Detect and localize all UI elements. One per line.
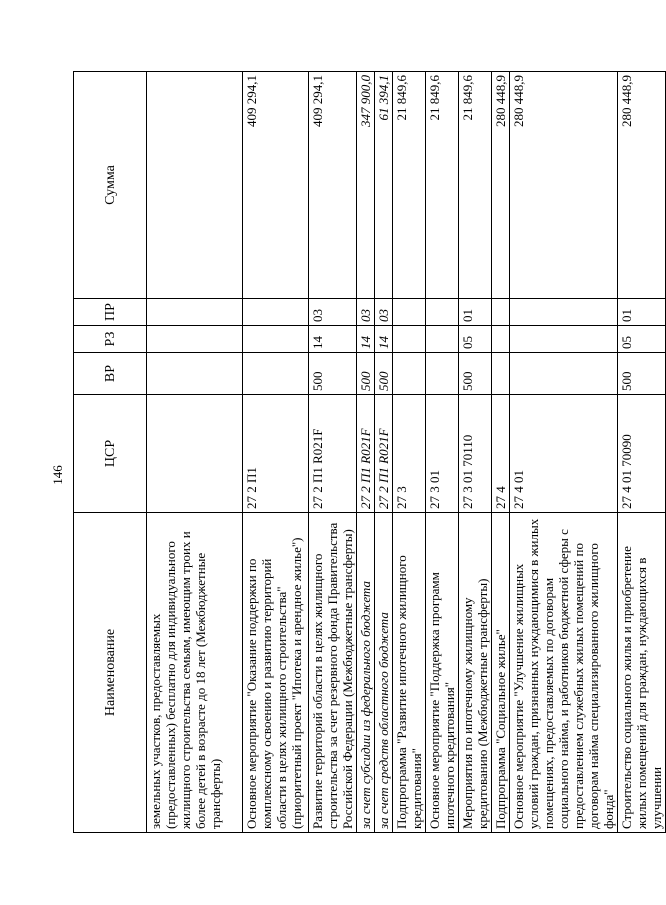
cell-name: за счет субсидии из федерального бюджета (357, 513, 375, 833)
cell-rz (510, 326, 618, 353)
table-row (309, 72, 357, 833)
cell-pr (147, 299, 243, 326)
cell-vr: 500 (309, 353, 357, 395)
cell-pr: 01 (618, 299, 666, 326)
header-pr: ПР (74, 299, 147, 326)
cell-rz: 14 (375, 326, 393, 353)
cell-sum: 280 448,9 (618, 72, 666, 299)
cell-name: за счет средств областного бюджета (375, 513, 393, 833)
cell-pr: 03 (357, 299, 375, 326)
cell-vr: 500 (375, 353, 393, 395)
page-number: 146 (50, 465, 65, 485)
cell-name: Строительство социального жилья и приобретение жилых помещений для граждан, нуждающихся в улучшении (618, 513, 666, 833)
cell-sum: 280 448,9 (510, 72, 618, 299)
cell-vr: 500 (357, 353, 375, 395)
cell-sum: 409 294,1 (309, 72, 357, 299)
cell-name: Подпрограмма "Развитие ипотечного жилищного кредитования" (393, 513, 426, 833)
cell-vr (426, 353, 459, 395)
budget-table-container (73, 72, 664, 833)
table-row (357, 72, 375, 833)
cell-vr: 500 (618, 353, 666, 395)
table-row (426, 72, 459, 833)
cell-pr: 01 (459, 299, 492, 326)
cell-vr (243, 353, 309, 395)
table-row (147, 72, 243, 833)
cell-rz (393, 326, 426, 353)
header-rz: РЗ (74, 326, 147, 353)
cell-pr (510, 299, 618, 326)
cell-rz (426, 326, 459, 353)
cell-sum: 280 448,9 (492, 72, 510, 299)
cell-pr: 03 (309, 299, 357, 326)
cell-sum: 21 849,6 (426, 72, 459, 299)
table-row (510, 72, 618, 833)
cell-rz (147, 326, 243, 353)
table-row (618, 72, 666, 833)
cell-csr: 27 2 П1 R021F (357, 395, 375, 513)
cell-vr: 500 (459, 353, 492, 395)
cell-vr (393, 353, 426, 395)
header-name: Наименование (74, 513, 147, 833)
cell-pr (243, 299, 309, 326)
table-row (375, 72, 393, 833)
header-vr: ВР (74, 353, 147, 395)
cell-csr: 27 4 01 (510, 395, 618, 513)
cell-csr: 27 3 01 (426, 395, 459, 513)
cell-rz (492, 326, 510, 353)
table-row (492, 72, 510, 833)
cell-sum: 21 849,6 (459, 72, 492, 299)
cell-vr (147, 353, 243, 395)
cell-pr (492, 299, 510, 326)
table-row (393, 72, 426, 833)
cell-sum: 21 849,6 (393, 72, 426, 299)
cell-rz: 05 (618, 326, 666, 353)
table-row (243, 72, 309, 833)
cell-name: Развитие территорий области в целях жилищного строительства за счет резервного фонда Правительства Российской Федерации (Межбюджетные трансферты) (309, 513, 357, 833)
cell-name: Основное мероприятие "Оказание поддержки по комплексному освоению и развитию территорий области в целях жилищного строительства" (приоритетный проект "Ипотека и арендное жилье") (243, 513, 309, 833)
cell-pr (426, 299, 459, 326)
cell-name: Мероприятия по ипотечному жилищному кредитованию (Межбюджетные трансферты) (459, 513, 492, 833)
cell-pr: 03 (375, 299, 393, 326)
cell-sum: 347 900,0 (357, 72, 375, 299)
cell-name: Основное мероприятие "Поддержка программ ипотечного кредитования" (426, 513, 459, 833)
cell-csr: 27 4 01 70090 (618, 395, 666, 513)
header-sum: Сумма (74, 72, 147, 299)
cell-csr: 27 2 П1 R021F (309, 395, 357, 513)
cell-csr: 27 4 (492, 395, 510, 513)
cell-csr: 27 3 01 70110 (459, 395, 492, 513)
cell-csr (147, 395, 243, 513)
cell-sum: 61 394,1 (375, 72, 393, 299)
cell-rz: 14 (357, 326, 375, 353)
cell-vr (510, 353, 618, 395)
cell-vr (492, 353, 510, 395)
cell-csr: 27 2 П1 (243, 395, 309, 513)
cell-csr: 27 2 П1 R021F (375, 395, 393, 513)
cell-name: Подпрограмма "Социальное жилье" (492, 513, 510, 833)
table-header-row (74, 72, 147, 833)
cell-rz: 14 (309, 326, 357, 353)
cell-pr (393, 299, 426, 326)
table-row (459, 72, 492, 833)
budget-table (73, 71, 666, 833)
cell-sum (147, 72, 243, 299)
cell-name: земельных участков, предоставляемых (предоставленных) бесплатно для индивидуального жилищного строительства семьям, имеющим троих и более детей в возрасте до 18 лет (Межбюджетные трансферты) (147, 513, 243, 833)
cell-rz (243, 326, 309, 353)
cell-rz: 05 (459, 326, 492, 353)
cell-sum: 409 294,1 (243, 72, 309, 299)
header-csr: ЦСР (74, 395, 147, 513)
cell-name: Основное мероприятие "Улучшение жилищных условий граждан, признанных нуждающимися в жилых помещениях, предоставляемых по договорам социального найма, и работников бюджетной сферы с предоставлением служебных жилых помещений по договорам найма специализированного жилищного фонда" (510, 513, 618, 833)
cell-csr: 27 3 (393, 395, 426, 513)
